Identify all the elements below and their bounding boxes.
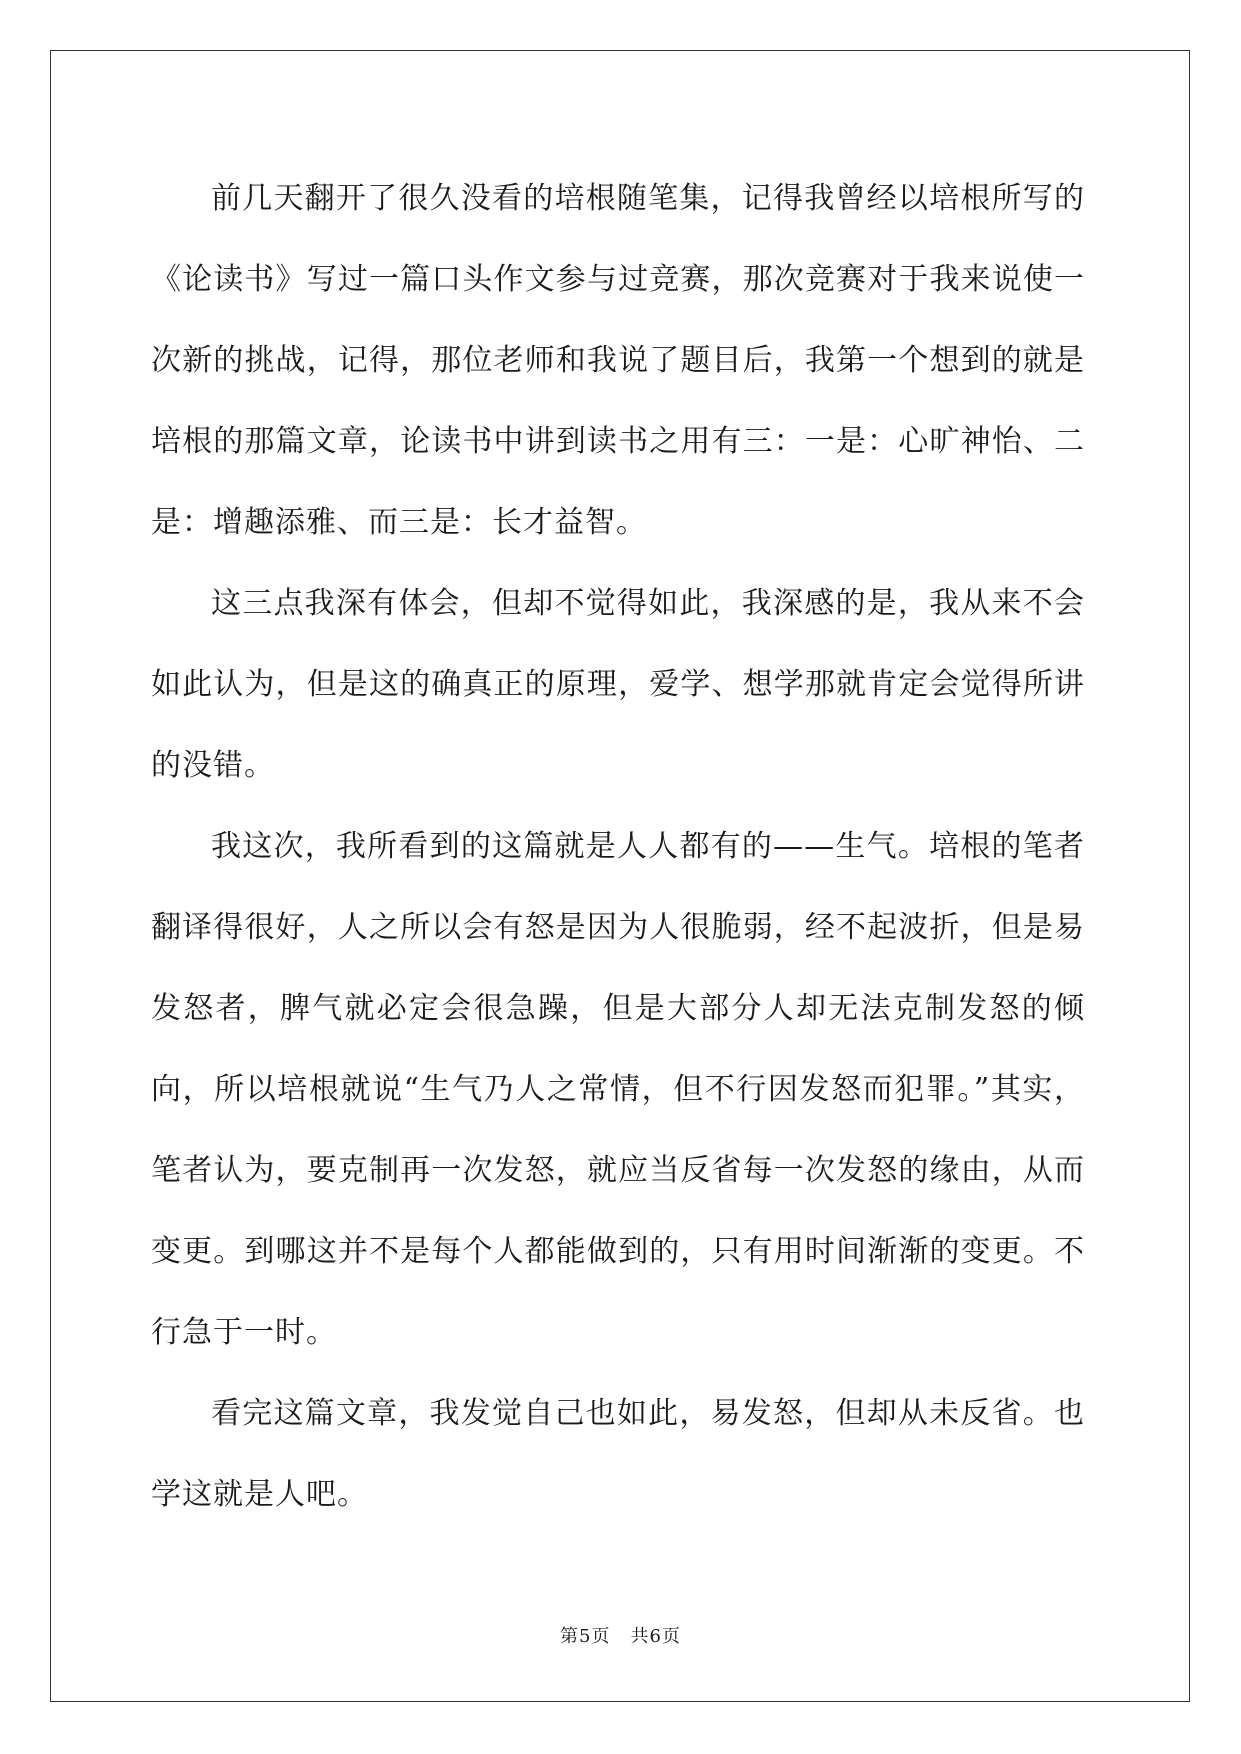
page-footer: [0, 1622, 1241, 1648]
page-number-total: 共6页: [630, 1626, 681, 1647]
paragraph-2: 这三点我深有体会，但却不觉得如此，我深感的是，我从来不会如此认为，但是这的确真正的原理，爱学、想学那就肯定会觉得所讲的没错。: [151, 586, 1085, 783]
paragraph-3: 我这次，我所看到的这篇就是人人都有的——生气。培根的笔者翻译得很好，人之所以会有怒是因为人很脆弱，经不起波折，但是易发怒者，脾气就必定会很急躁，但是大部分人却无法克制发怒的倾向，所以培根就说“生气乃人之常情，但不行因发怒而犯罪。”其实，笔者认为，要克制再一次发怒，就应当反省每一次发怒的缘由，从而变更。到哪这并不是每个人都能做到的，只有用时间渐渐的变更。不行急于一时。: [151, 829, 1085, 1350]
document-body: [151, 158, 1085, 1535]
paragraph-1: 前几天翻开了很久没看的培根随笔集，记得我曾经以培根所写的《论读书》写过一篇口头作文参与过竞赛，那次竞赛对于我来说使一次新的挑战，记得，那位老师和我说了题目后，我第一个想到的就是培根的那篇文章，论读书中讲到读书之用有三：一是：心旷神怡、二是：增趣添雅、而三是：长才益智。: [151, 181, 1085, 540]
paragraph-4: 看完这篇文章，我发觉自己也如此，易发怒，但却从未反省。也学这就是人吧。: [151, 1396, 1085, 1512]
page-number-current: 第5页: [560, 1626, 611, 1647]
